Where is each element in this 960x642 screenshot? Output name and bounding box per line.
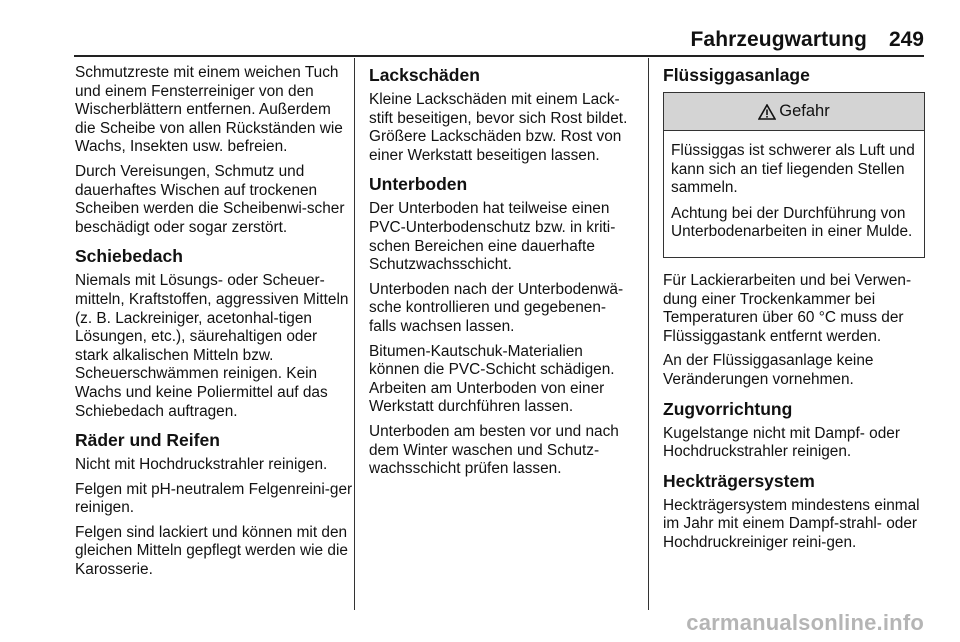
paragraph-no-pressure-washer: Nicht mit Hochdruckstrahler reinigen.	[75, 456, 328, 474]
paragraph-paint-work-tank: Für Lackierarbeiten und bei Verwen-dung einer Trockenkammer bei Temperaturen über 60 °C muss der Flüssiggastank entfernt werden.	[663, 271, 912, 345]
watermark: carmanualsonline.info	[686, 610, 924, 635]
paragraph-check-after-wash: Unterboden nach der Unterbodenwä-sche kontrollieren und gegebenen-falls wachsen lassen.	[369, 280, 624, 335]
heading-zugvorrichtung: Zugvorrichtung	[663, 398, 793, 419]
warning-triangle-icon	[758, 104, 776, 120]
warning-text-underbody-work: Achtung bei der Durchführung von Unterbodenarbeiten in einer Mulde.	[671, 204, 913, 241]
warning-header	[664, 93, 924, 131]
heading-schiebedach: Schiebedach	[75, 246, 183, 267]
warning-label: Gefahr	[779, 102, 830, 121]
paragraph-pvc-protection: Der Unterboden hat teilweise einen PVC-Unterbodenschutz bzw. in kriti-schen Bereichen eine dauerhafte Schutzwachsschicht.	[369, 200, 616, 274]
paragraph-wiper-damage: Durch Vereisungen, Schmutz und dauerhaftes Wischen auf trockenen Scheiben werden die Scheibenwi-scher beschädigt oder sogar zerstört.	[75, 162, 345, 236]
column-divider-2	[648, 58, 649, 610]
paragraph-rear-carrier: Heckträgersystem mindestens einmal im Jahr mit einem Dampf-strahl- oder Hochdruckreiniger reini-gen.	[663, 496, 920, 551]
heading-raeder-reifen: Räder und Reifen	[75, 430, 220, 451]
heading-lackschaeden: Lackschäden	[369, 65, 480, 85]
heading-fluessiggasanlage: Flüssiggasanlage	[663, 65, 810, 85]
paragraph-bitumen: Bitumen-Kautschuk-Materialien können die PVC-Schicht schädigen. Arbeiten am Unterboden von einer Werkstatt durchführen lassen.	[369, 342, 615, 416]
paragraph-ph-neutral: Felgen mit pH-neutralem Felgenreini-ger reinigen.	[75, 480, 353, 517]
paragraph-no-modifications: An der Flüssiggasanlage keine Veränderungen vornehmen.	[663, 352, 874, 388]
heading-unterboden: Unterboden	[369, 174, 468, 195]
header-title: Fahrzeugwartung	[690, 28, 867, 51]
page-number: 249	[888, 28, 924, 51]
heading-hecktraegersystem: Heckträgersystem	[663, 470, 815, 491]
paragraph-ball-bar: Kugelstange nicht mit Dampf- oder Hochdruckstrahler reinigen.	[663, 424, 900, 461]
page-header	[0, 28, 960, 52]
warning-body	[664, 131, 924, 257]
column-2	[369, 64, 633, 485]
column-divider-1	[354, 58, 355, 610]
paragraph-winter-wash: Unterboden am besten vor und nach dem Winter waschen und Schutz-wachsschicht prüfen lassen.	[369, 422, 619, 478]
paragraph-painted-rims: Felgen sind lackiert und können mit den gleichen Mitteln gepflegt werden wie die Karosserie.	[75, 523, 348, 579]
column-1	[75, 64, 353, 586]
header-rule	[74, 55, 924, 57]
column-3	[663, 64, 925, 559]
paragraph-wiper-cleaning: Schmutzreste mit einem weichen Tuch und einem Fensterreiniger von den Wischerblättern entfernen. Außerdem die Scheibe von allen Rückständen wie Wachs, Insekten usw. befreien.	[75, 64, 343, 156]
warning-text-heavier-than-air: Flüssiggas ist schwerer als Luft und kann sich an tief liegenden Stellen sammeln.	[671, 142, 915, 197]
paragraph-lackschaeden: Kleine Lackschäden mit einem Lack-stift beseitigen, bevor sich Rost bildet. Größere Lackschäden bzw. Rost von einer Werkstatt beseitigen lassen.	[369, 91, 628, 164]
paragraph-schiebedach: Niemals mit Lösungs- oder Scheuer-mitteln, Kraftstoffen, aggressiven Mitteln (z. B. Lackreiniger, acetonhal-tigen Lösungen, etc.), säurehaltigen oder stark alkalischen Mitteln bzw. Scheuerschwämmen reinigen. Kein Wachs und keine Poliermittel auf das Schiebedach auftragen.	[75, 272, 349, 420]
danger-warning-box	[663, 92, 925, 258]
